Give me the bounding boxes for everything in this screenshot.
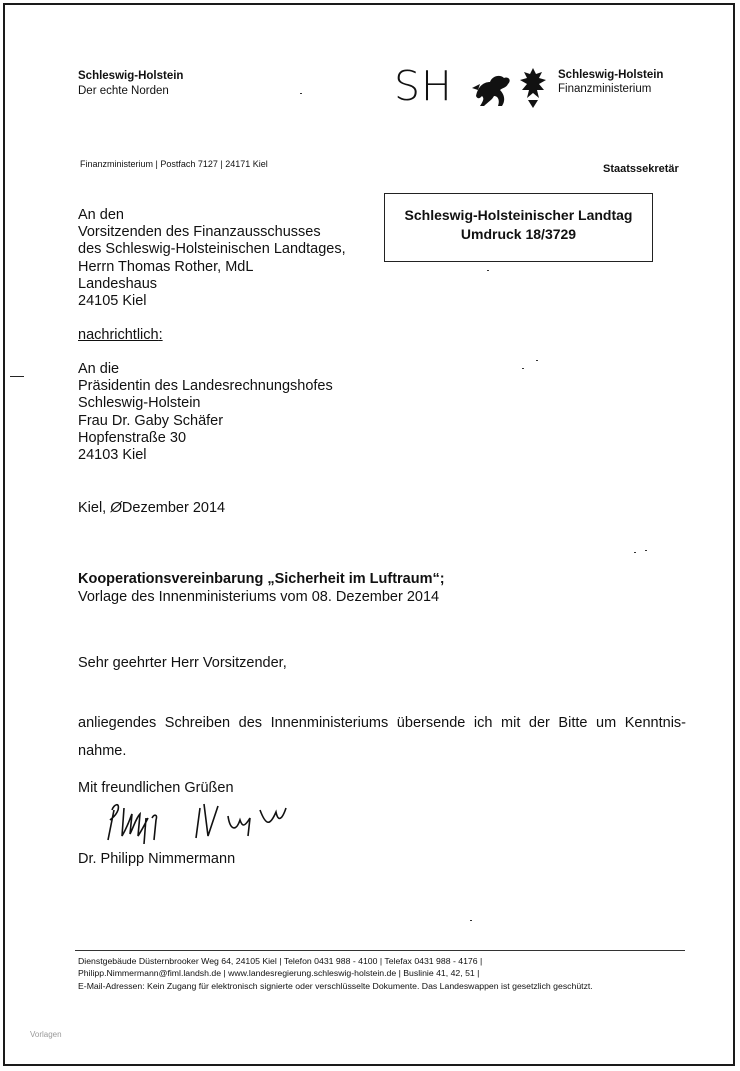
subject-subline: Vorlage des Innenministeriums vom 08. Dezember 2014 [78, 589, 440, 605]
recipient-line: Herrn Thomas Rother, MdL [78, 258, 254, 275]
recipient-address [78, 207, 346, 310]
scan-speck [522, 368, 524, 369]
scan-speck [634, 552, 636, 553]
footer-line: E-Mail-Adressen: Kein Zugang für elektronisch signierte oder verschlüsselte Dokumente. Das Landeswappen ist gesetzlich geschützt. [78, 980, 593, 991]
cc-recipient-line: An die [78, 361, 120, 377]
org-name-left [78, 69, 183, 99]
sender-return-address: Finanzministerium | Postfach 7127 | 24171 Kiel [80, 159, 268, 169]
scan-speck [300, 93, 302, 94]
cc-colon: : [158, 327, 163, 343]
body-paragraph: anliegendes Schreiben des Innenministeriums übersende ich mit der Bitte um Kenntnis-nahme. [78, 715, 686, 759]
org-name-left-line1: Schleswig-Holstein [78, 70, 184, 82]
scan-speck [470, 920, 472, 921]
watermark: Vorlagen [30, 1030, 62, 1039]
nettle-leaf-emblem-icon [518, 66, 548, 110]
date-prefix: Kiel, [78, 500, 111, 516]
sender-title: Staatssekretär [603, 163, 679, 175]
cc-heading [78, 327, 163, 343]
fold-mark: — [10, 367, 24, 383]
sh-logo-text: SH [394, 62, 453, 110]
footer-line: Dienstgebäude Düsternbrooker Weg 64, 24105 Kiel | Telefon 0431 988 - 4100 | Telefax 0431 988 - 4176 | [78, 956, 483, 966]
recipient-line: An den [78, 207, 124, 223]
scan-speck [536, 360, 538, 361]
cc-recipient-line: Hopfenstraße 30 [78, 429, 187, 446]
date-rest: Dezember 2014 [121, 500, 226, 516]
cc-recipient-line: Präsidentin des Landesrechnungshofes [78, 378, 333, 395]
recipient-line: des Schleswig-Holsteinischen Landtages, [78, 241, 346, 258]
org-name-right [558, 68, 663, 96]
landtag-stamp [384, 193, 653, 262]
signer-name: Dr. Philipp Nimmermann [78, 851, 236, 867]
cc-recipient-line: Schleswig-Holstein [78, 395, 201, 412]
recipient-line: 24105 Kiel [78, 293, 147, 310]
handwritten-day-mark: Ø [110, 499, 122, 516]
scan-speck [645, 550, 647, 551]
org-name-right-line1: Schleswig-Holstein [558, 69, 664, 81]
org-tagline: Der echte Norden [78, 85, 169, 97]
cc-recipient-address [78, 361, 333, 464]
recipient-line: Landeshaus [78, 275, 158, 292]
cc-recipient-line: 24103 Kiel [78, 447, 147, 464]
closing-phrase: Mit freundlichen Grüßen [78, 780, 234, 796]
letter-date [78, 499, 225, 516]
stamp-line2: Umdruck 18/3729 [460, 226, 577, 242]
ministry-name: Finanzministerium [558, 83, 652, 95]
cc-recipient-line: Frau Dr. Gaby Schäfer [78, 412, 224, 429]
footer-divider [75, 950, 685, 951]
stamp-line1: Schleswig-Holsteinischer Landtag [404, 207, 633, 223]
recipient-line: Vorsitzenden des Finanzausschusses [78, 224, 321, 241]
subject-line: Kooperationsvereinbarung „Sicherheit im Luftraum“; [78, 571, 445, 587]
scan-speck [487, 270, 489, 271]
handwritten-signature-icon [100, 796, 310, 846]
cc-label: nachrichtlich [78, 327, 159, 343]
footer-line: Philipp.Nimmermann@fiml.landsh.de | www.landesregierung.schleswig-holstein.de | Buslinie 41, 42, 51 | [78, 968, 480, 979]
salutation: Sehr geehrter Herr Vorsitzender, [78, 655, 287, 671]
lion-emblem-icon [470, 66, 514, 110]
footer-contact [78, 955, 593, 992]
